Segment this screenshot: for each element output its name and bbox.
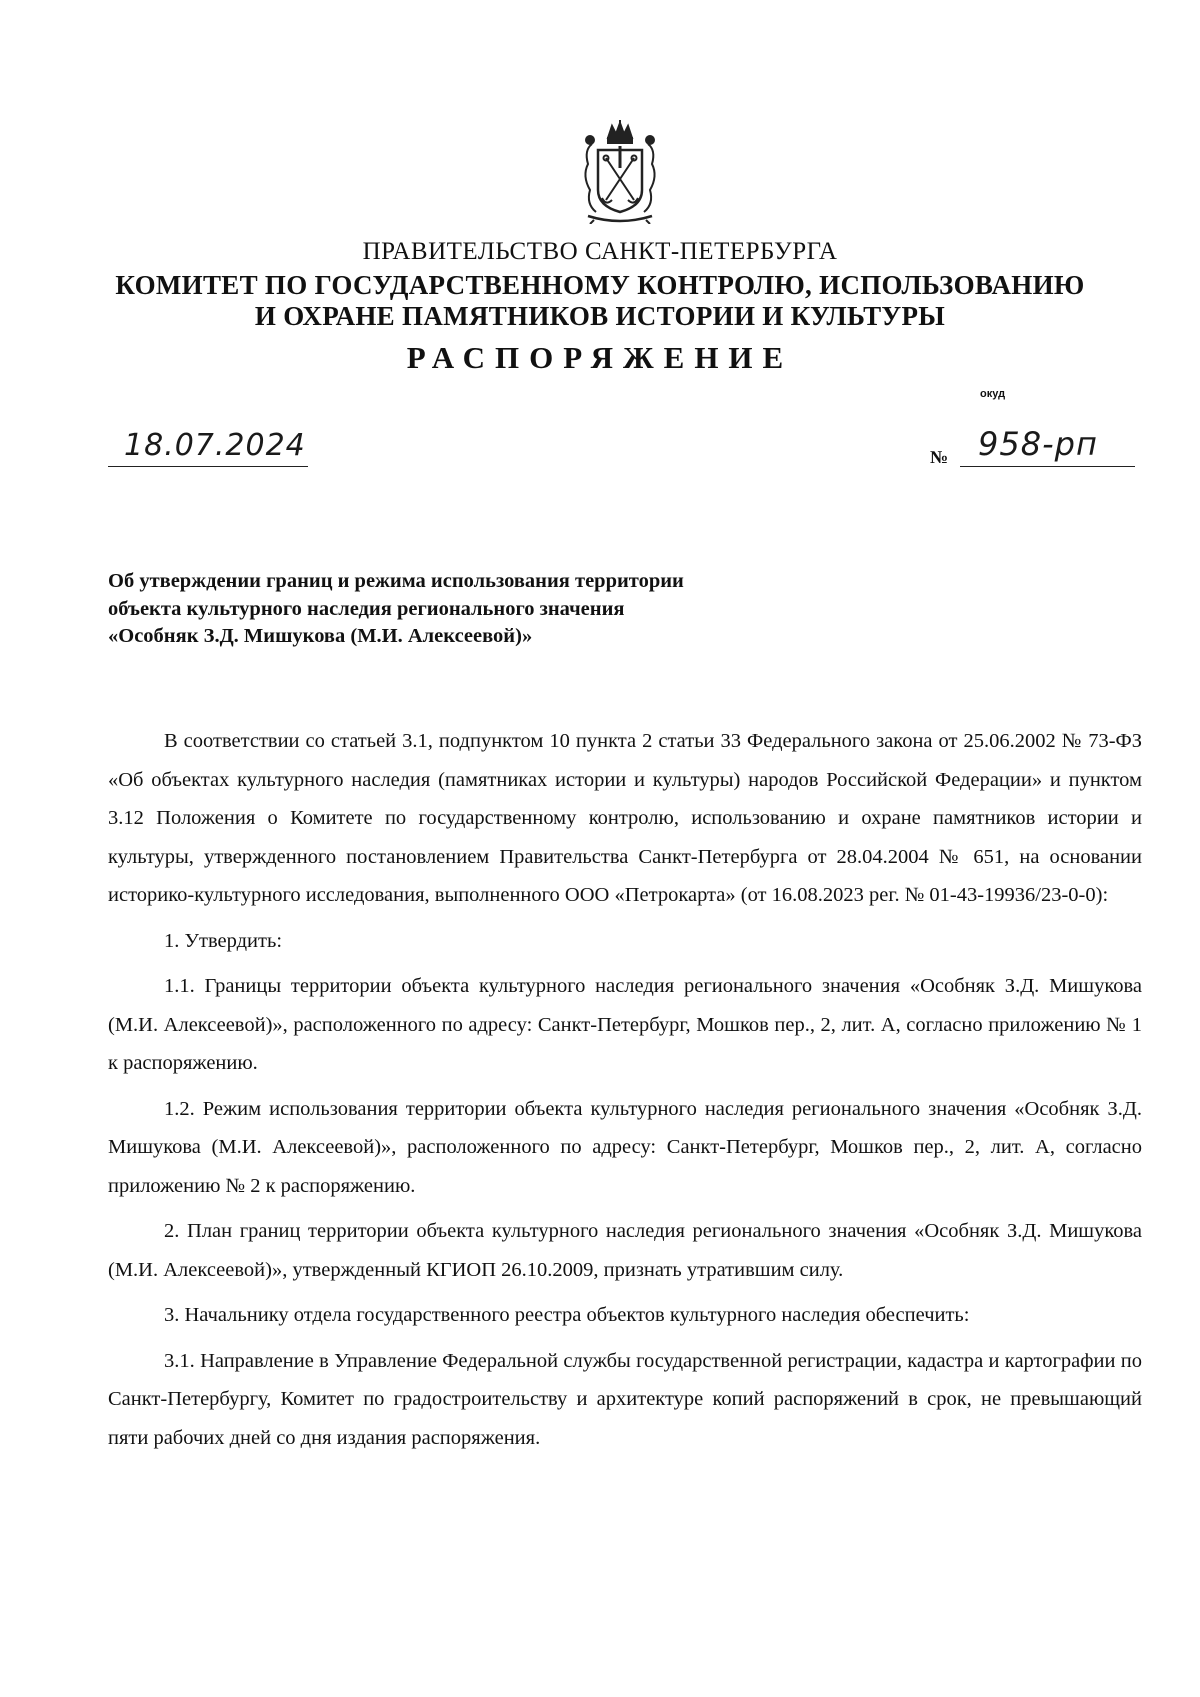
body-paragraph-1-2: 1.2. Режим использования территории объекта культурного наследия регионального значения «Особняк З.Д. Мишукова (М.И. Алексеевой)», расположенного по адресу: Санкт-Петербург, Мошков пер., 2, лит. А, согласно приложению № 2 к распоряжению. [108, 1097, 1142, 1197]
government-name: ПРАВИТЕЛЬСТВО САНКТ-ПЕТЕРБУРГА [362, 238, 838, 265]
subject-line-1: Об утверждении границ и режима использования территории [108, 570, 684, 592]
document-date-field [108, 428, 308, 468]
number-sign: № [930, 447, 949, 467]
body-paragraph-3-1: 3.1. Направление в Управление Федеральной службы государственной регистрации, кадастра и картографии по Санкт-Петербургу, Комитет по градостроительству и архитектуре копий распоряжений в срок, не превышающий пяти рабочих дней со дня издания распоряжения. [108, 1349, 1142, 1449]
document-date: 18.07.2024 [124, 428, 306, 463]
document-number: 958-рп [978, 425, 1098, 463]
document-type: РАСПОРЯЖЕНИЕ [406, 340, 794, 375]
number-underline [960, 466, 1135, 467]
date-underline [108, 466, 308, 467]
body-paragraph-preamble: В соответствии со статьей 3.1, подпунктом 10 пункта 2 статьи 33 Федерального закона от 25.06.2002 № 73-ФЗ «Об объектах культурного наследия (памятниках истории и культуры) народов Российской Федерации» и пунктом 3.12 Положения о Комитете по государственному контролю, использованию и охране памятников истории и культуры, утвержденного постановлением Правительства Санкт-Петербурга от 28.04.2004 № 651, на основании историко-культурного исследования, выполненного ООО «Петрокарта» (от 16.08.2023 рег. № 01-43-19936/23-0-0): [108, 730, 1142, 906]
committee-name-line-1: КОМИТЕТ ПО ГОСУДАРСТВЕННОМУ КОНТРОЛЮ, ИСПОЛЬЗОВАНИЮ [115, 270, 1085, 300]
body-paragraph-1-1: 1.1. Границы территории объекта культурного наследия регионального значения «Особняк З.Д. Мишукова (М.И. Алексеевой)», расположенного по адресу: Санкт-Петербург, Мошков пер., 2, лит. А, согласно приложению № 1 к распоряжению. [108, 975, 1142, 1074]
body-paragraph-1: 1. Утвердить: [164, 929, 283, 952]
document-body [108, 722, 1142, 1464]
subject-line-3: «Особняк З.Д. Мишукова (М.И. Алексеевой)» [108, 625, 533, 647]
subject-line-2: объекта культурного наследия регионального значения [108, 597, 625, 620]
document-subject [108, 568, 828, 651]
document-number-field [930, 425, 1135, 469]
saint-petersburg-coat-of-arms-icon [578, 120, 662, 224]
committee-name-line-2: И ОХРАНЕ ПАМЯТНИКОВ ИСТОРИИ И КУЛЬТУРЫ [254, 301, 946, 331]
okud-label: окуд [980, 388, 1006, 400]
body-paragraph-2: 2. План границ территории объекта культурного наследия регионального значения «Особняк З.Д. Мишукова (М.И. Алексеевой)», утвержденный КГИОП 26.10.2009, признать утратившим силу. [108, 1220, 1142, 1281]
body-paragraph-3: 3. Начальнику отдела государственного реестра объектов культурного наследия обеспечить: [164, 1304, 970, 1326]
